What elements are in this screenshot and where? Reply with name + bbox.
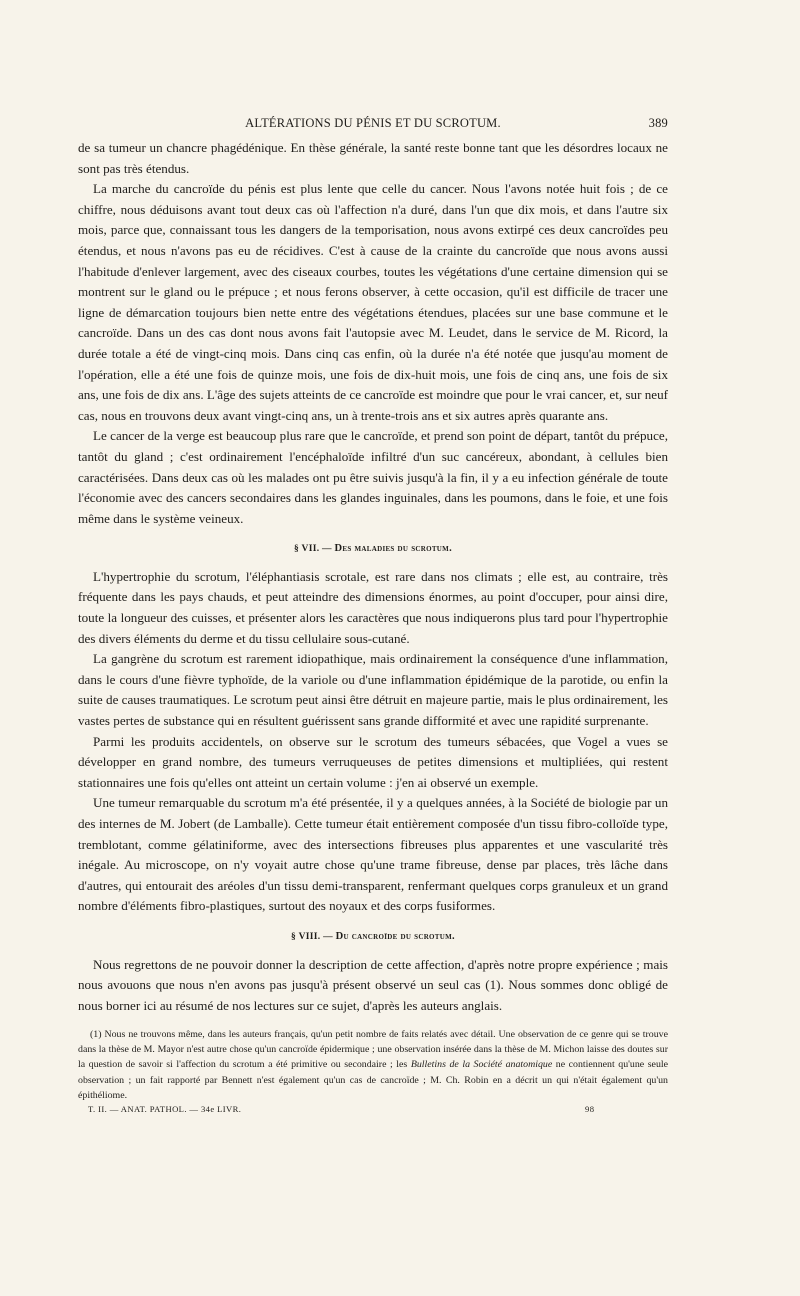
signature-volume: T. II. — ANAT. PATHOL. — 34e LIVR.: [88, 1104, 242, 1114]
paragraph: La gangrène du scrotum est rarement idiopathique, mais ordinairement la conséquence d'une inflammation, dans le cours d'une fièvre typhoïde, de la variole ou d'une inflammation épidémique de la parotide, ou enfin la suite de causes traumatiques. Le scrotum peut ainsi être détruit en majeure partie, mais le plus ordinairement, les vastes pertes de substance qui en résultent guérissent sans grande difformité et avec une rapidité surprenante.: [78, 651, 668, 729]
paragraph: La marche du cancroïde du pénis est plus lente que celle du cancer. Nous l'avons notée huit fois ; de ce chiffre, nous déduisons avant tout deux cas où l'affection n'a duré, dans l'un que dix mois, et dans l'autre six mois, parce que, connaissant tous les dangers de la temporisation, nous avons extirpé ces deux cancroïdes peu étendus, et nous n'avons pas eu de récidives. C'est à cause de la crainte du cancroïde que nous avons aussi l'habitude d'enlever largement, avec des ciseaux courbes, toutes les végétations d'une certaine dimension qui se montrent sur le gland ou le prépuce ; et nous ferons observer, à cette occasion, qu'il est difficile de tracer une ligne de démarcation toujours bien nette entre des végétations étendues, placées sur une base commune et le cancroïde. Dans un des cas dont nous avons fait l'autopsie avec M. Leudet, dans le service de M. Ricord, la durée totale a été de vingt-cinq mois. Dans cinq cas enfin, où la durée n'a été notée que jusqu'au moment de l'opération, elle a été une fois de quinze mois, une fois de dix-huit mois, une fois de cinq ans, une fois de six ans, une fois de dix ans. L'âge des sujets atteints de ce cancroïde est moindre que pour le vrai cancer, et, sur neuf cas, nous en trouvons deux avant vingt-cinq ans, un à trente-trois ans et six autres après quarante ans.: [78, 181, 668, 423]
running-title: ALTÉRATIONS DU PÉNIS ET DU SCROTUM.: [245, 116, 501, 130]
paragraph: de sa tumeur un chancre phagédénique. En thèse générale, la santé reste bonne tant que les désordres locaux ne sont pas très étendus.: [78, 140, 668, 176]
footnote-text-end: ne contiennent qu'une seule observation ; un fait rapporté par Bennett n'est également qu'un cas de cancroïde ; M. Ch. Robin en a décrit un qui n'était également qu'un épithéliome.: [78, 1059, 669, 1101]
signature-number: 98: [585, 1104, 595, 1114]
paragraph: Une tumeur remarquable du scrotum m'a été présentée, il y a quelques années, à la Société de biologie par un des internes de M. Jobert (de Lamballe). Cette tumeur était entièrement composée d'un tissu fibro-colloïde type, tremblotant, comme gélatiniforme, avec des intersections fibreuses plus apparentes et une vascularité très inégale. Au microscope, on n'y voyait autre chose qu'une trame fibreuse, dense par places, très lâche dans d'autres, qui entourait des aréoles d'un tissu demi-transparent, renfermant quelques corps granuleux et un grand nombre d'éléments fibro-plastiques, surtout des noyaux et des corps fusiformes.: [78, 795, 668, 914]
paragraph: Le cancer de la verge est beaucoup plus rare que le cancroïde, et prend son point de départ, tantôt du prépuce, tantôt du gland ; c'est ordinairement l'encéphaloïde infiltré d'un suc cancéreux, abondant, à cellules bien caractérisées. Dans deux cas où les malades ont pu être suivis jusqu'à la fin, il y a eu infection générale de toute l'économie avec des cancers secondaires dans les glandes inguinales, dans les poumons, dans le foie, et une fois même dans le système veineux.: [78, 428, 668, 526]
section-title: Du cancroïde du scrotum.: [335, 930, 455, 942]
section-number: § VIII. —: [291, 931, 333, 942]
paragraph: Nous regrettons de ne pouvoir donner la description de cette affection, d'après notre propre expérience ; mais nous avouons que nous n'en avons pas jusqu'à présent observé un seul cas (1). Nous sommes donc obligé de nous borner ici au résumé de nos lectures sur ce sujet, d'après les auteurs anglais.: [78, 956, 668, 1013]
paragraph: L'hypertrophie du scrotum, l'éléphantiasis scrotale, est rare dans nos climats ; elle est, au contraire, très fréquente dans les pays chauds, et peut atteindre des dimensions énormes, au point d'occuper, pour ainsi dire, toute la longueur des cuisses, et présenter alors les caractères que nous indiquerons plus tard pour l'hypertrophie des divers éléments du derme et du tissu cellulaire sous-cutané.: [78, 568, 668, 646]
footnote: [78, 1027, 668, 1103]
body-text: [78, 138, 668, 1016]
paragraph: Parmi les produits accidentels, on observe sur le scrotum des tumeurs sébacées, que Vogel a vues se développer en grand nombre, des tumeurs verruqueuses de petites dimensions et multipliées, qui restent stationnaires une fois qu'elles ont atteint un certain volume : j'en ai observé un exemple.: [78, 733, 668, 790]
footnote-cited-title: Bulletins de la Société anatomique: [410, 1059, 553, 1071]
page-number: 389: [648, 116, 668, 130]
section-title: Des maladies du scrotum.: [334, 543, 452, 555]
footnote-text-start: (1) Nous ne trouvons même, dans les auteurs français, qu'un petit nombre de faits relatés avec détail. Une observation de ce genre qui se trouve dans la thèse de M. Mayor n'est autre chose qu'un cancroïde épidermique ; une observation insérée dans la thèse de M. Michon laisse des doutes sur la question de savoir si l'affection du scrotum a été primitive ou secondaire ; les: [78, 1029, 668, 1071]
section-heading-8: [78, 927, 668, 948]
section-heading-7: [78, 539, 668, 560]
section-number: § VII. —: [293, 544, 332, 555]
footnotes: [78, 1027, 668, 1103]
